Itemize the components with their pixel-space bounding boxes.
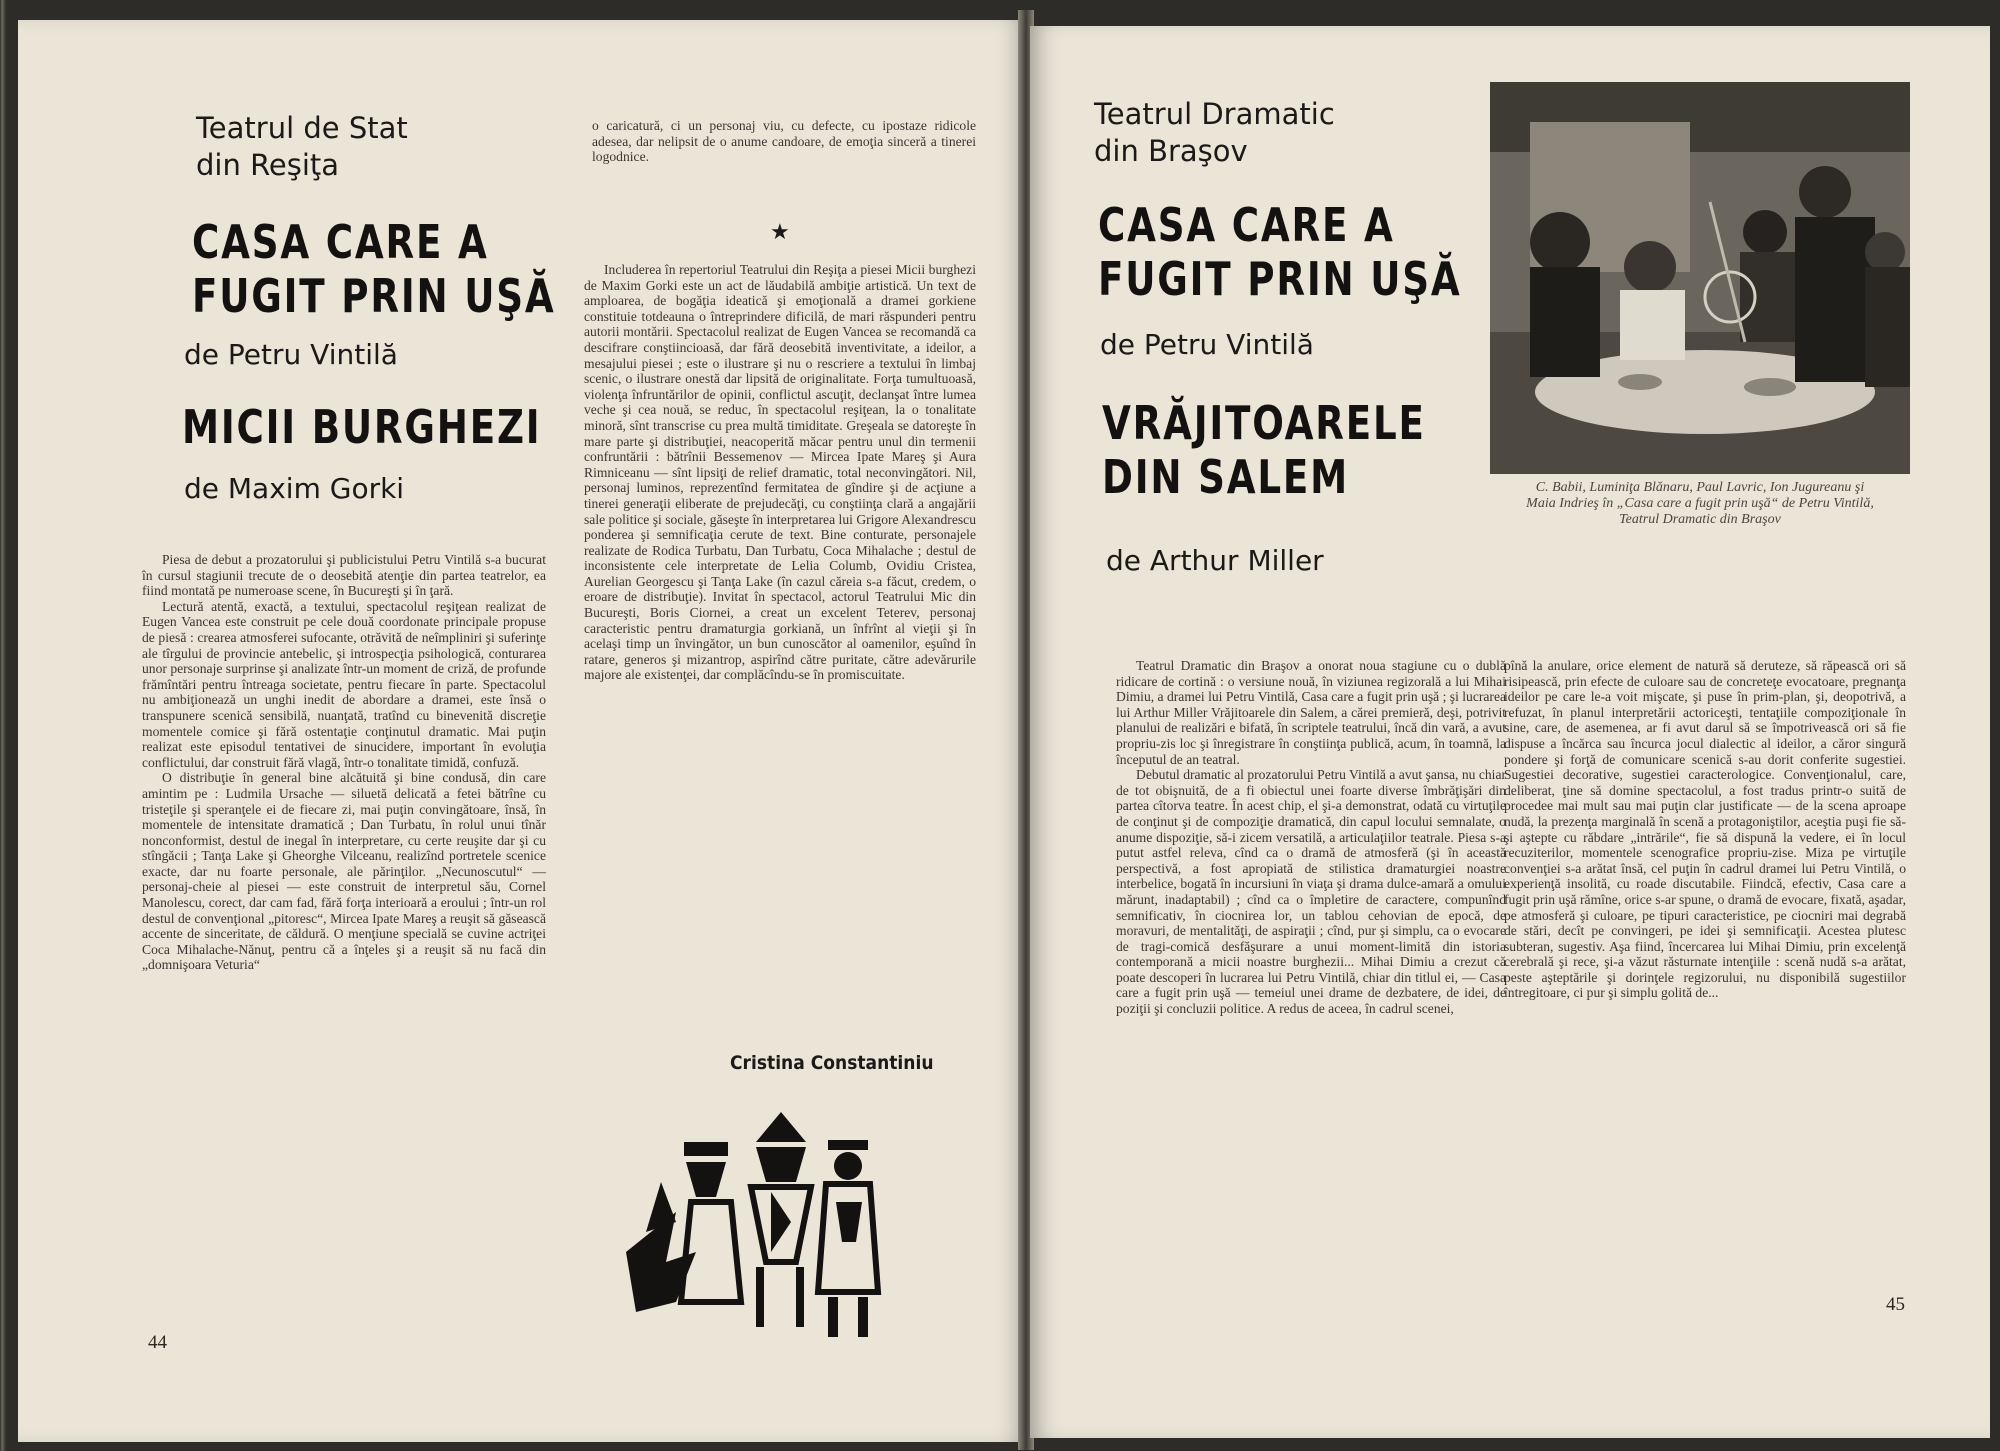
right-play1-title-line1: CASA CARE A: [1098, 198, 1395, 252]
left-play2-title: MICII BURGHEZI: [182, 400, 542, 454]
left-play1-title-line1: CASA CARE A: [192, 215, 489, 269]
illustration-figure3-leg: [858, 1297, 868, 1337]
page-number-left: 44: [148, 1332, 167, 1353]
left-theatre-line1: Teatrul de Stat: [196, 111, 408, 145]
left-col2-paragraph: Includerea în repertoriul Teatrului din Reşiţa a piesei Micii burghezi de Maxim Gorki este un act de lăudabilă ambiţie artistică. Un text de amploarea, de bogăţia ideatică şi emoţională a dramei gorkiene constituie totdeauna o întreprindere dificilă, de mari răspunderi pentru autorii montării. Spectacolul realizat de Eugen Vancea se recomandă ca descifrare conştiincioasă, dar fără deosebită inventivitate, a ideilor, a mesajului piesei ; este o ilustrare şi nu o rescriere a textului în limbaj scenic, o ilustrare onestă dar lipsită de originalitate. Forţa tumultuoasă, violenţa înfruntărilor de opinii, conflictul ascuţit, declanşat între lumea veche şi cea nouă, se reduc, în spectacolul reşiţean, la o tonalitate minoră, sînt transcrise cu prea multă timiditate. Greşeala se datoreşte în mare parte şi distribuţiei, neacoperită măcar pentru unul din termenii confruntării : bătrînii Bessemenov — Mircea Ipate Mareş şi Aura Rimniceanu — sînt lipsiţi de relief dramatic, total neconvingători. Nil, personaj luminos, reprezentînd fermitatea de gîndire şi de acţiune a tinerei generaţii eliberate de prejudecăţi, cu conştiinţa clară a angajării sale politice şi sociale, găseşte în interpretarea lui Grigore Alexandrescu ponderea şi semnificaţia cerute de text. Bine conturate, personajele realizate de Rodica Turbatu, Dan Turbatu, Coca Mihalache ; destul de inconsistente cele interpretate de Lelia Columb, Ovidiu Cristea, Aurelian Georgescu şi Tanţa Lake (în cazul căreia s-a făcut, credem, o eroare de distribuţie). Invitat în spectacol, actorul Teatrului Mic din Bucureşti, Boris Ciornei, a creat un excelent Teterev, personaj caracteristic pentru dramaturgia gorkiană, un înfrînt al vieţii şi în acelaşi timp un învingător, un bun cunoscător al oamenilor, eşuînd în ratare, generos şi mizantrop, aspirînd către puritate, către adevărurile majore ale existenţei, dar complăcîndu-se în promiscuitate.: [584, 262, 976, 683]
illustration-figure3-leg: [828, 1297, 838, 1337]
illustration-figure1-head: [686, 1162, 726, 1197]
left-col1-paragraph: O distribuţie în general bine alcătuită şi bine condusă, din care amintim pe : Ludmila Ursache — siluetă delicată a fetei bătrîne cu tristeţile şi speranţele ei de fiecare zi, mai puţin convingătoare, însă, în momentele de intensitate dramatică ; Dan Turbatu, în rolul unui tînăr nonconformist, destul de inegal în interpretare, cu certe reuşite dar şi cu stîngăcii ; Tanţa Lake şi Gheorghe Vilceanu, realizînd portretele scenice exacte, dar nu foarte personale, ale părinţilor. „Necunoscutul“ — personaj-cheie al piesei — este construit de interpretul său, Cornel Manolescu, corect, dar cam fad, fără forţa interioară a eroului ; într-un rol destul de convenţional „pitoresc“, Mircea Ipate Mareş a reuşit să găsească accente de sinceritate, de căldură. O menţiune specială se cuvine actriţei Coca Mihalache-Nănuţ, pentru că a înţeles şi a reuşit să nu facă din „domnişoara Veturia“: [142, 770, 546, 973]
illustration-figure3-head: [834, 1152, 862, 1180]
right-column-1: [1116, 658, 1506, 1017]
left-column-2-top: [592, 118, 976, 165]
illustration-figure1-hat: [684, 1142, 728, 1156]
left-play1-title: [192, 215, 556, 323]
author-signature: Cristina Constantiniu: [730, 1052, 934, 1074]
left-theatre-name: [196, 110, 408, 184]
illustration-figure2-head: [756, 1147, 806, 1182]
right-play1-title: [1098, 198, 1462, 306]
left-column-1: [142, 552, 546, 1332]
left-play1-title-line2: FUGIT PRIN UŞĂ: [192, 269, 556, 323]
right-play2-title-line1: VRĂJITOARELE: [1102, 396, 1426, 450]
right-play1-author: de Petru Vintilă: [1100, 328, 1314, 361]
left-play2-author: de Maxim Gorki: [184, 472, 405, 505]
section-star: ★: [770, 220, 790, 245]
left-theatre-line2: din Reşiţa: [196, 148, 340, 182]
right-theatre-line1: Teatrul Dramatic: [1094, 97, 1335, 131]
illustration-figure2-hat: [756, 1112, 806, 1142]
illustration-figure2-leg: [756, 1267, 764, 1327]
right-col1-paragraph: Debutul dramatic al prozatorului Petru Vintilă a avut şansa, nu chiar de tot obişnuită, de a fi obiectul unei foarte diverse îmbrăţişări din partea cîtorva teatre. În acest chip, el şi-a demonstrat, odată cu virtuţile de conţinut şi de compoziţie dramatică, din capul locului semnalate, o anume dispoziţie, să-i zicem versatilă, a articulaţiilor teatrale. Piesa s-a putut astfel releva, cînd ca o dramă de atmosferă (şi în această perspectivă, a fost apropiată de stilistica dramaturgiei noastre interbelice, bogată în incursiuni în viaţa şi drama dulce-amară a omului mărunt, inadaptabil) ; cînd ca o împletire de caractere, compunînd semnificativ, în ciocnirea lor, un tablou cehovian de epocă, de moravuri, de mentalităţi, de aspiraţii ; cînd, pur şi simplu, ca o evocare de tragi-comică desfăşurare a unui moment-limită din istoria contemporană a micii noastre burghezii... Mihai Dimiu a crezut că poate descoperi în lucrarea lui Petru Vintilă, chiar din titlul ei, — Casa care a fugit prin uşă — temeiul unei drame de dezbatere, de idei, de poziţii şi concluzii politice. A redus de aceea, în cadrul scenei,: [1116, 767, 1507, 1017]
right-play2-title-line2: DIN SALEM: [1102, 450, 1350, 504]
left-column-2: [584, 262, 976, 683]
right-col1-paragraph: Teatrul Dramatic din Braşov a onorat noua stagiune cu o dublă ridicare de cortină : o versiune nouă, în viziunea regizorală a lui Mihai Dimiu, a dramei lui Petru Vintilă, Casa care a fugit prin uşă ; şi lucrarea lui Arthur Miller Vrăjitoarele din Salem, a cărei premieră, deşi, potrivit planului de realizări e bifată, în scriptele teatrului, încă din vară, a avut propriu-zis loc şi înregistrare în conştiinţa publică, acum, în toamnă, la începutul de an teatral.: [1116, 658, 1507, 767]
page-number-right: 45: [1886, 1294, 1905, 1315]
left-play1-author: de Petru Vintilă: [184, 338, 398, 371]
left-col1-paragraph: Piesa de debut a prozatorului şi publicistului Petru Vintilă s-a bucurat în cursul stagiunii trecute de o deosebită atenţie din partea teatrelor, ea fiind montată pe numeroase scene, în Bucureşti şi în ţară.: [142, 552, 546, 599]
production-photo: [1490, 82, 1910, 474]
left-page: [18, 20, 1026, 1442]
production-photo-image: [1490, 82, 1910, 474]
illustration-figure1-body: [681, 1202, 741, 1302]
right-theatre-line2: din Braşov: [1094, 134, 1248, 168]
right-page: [1030, 26, 1990, 1438]
right-play2-author: de Arthur Miller: [1106, 544, 1324, 577]
right-play2-title: [1102, 396, 1426, 504]
illustration-figure3-hat: [828, 1140, 868, 1150]
right-column-2: [1504, 658, 1906, 1001]
illustration-figure2-leg: [796, 1267, 804, 1327]
illustration-figure2-pattern: [771, 1192, 791, 1252]
right-theatre-name: [1094, 96, 1335, 170]
left-col2-top-paragraph: o caricatură, ci un personaj viu, cu defecte, cu ipostaze ridicole adesea, dar nelipsit de o anume candoare, de emoţia sinceră a tinerei logodnice.: [592, 118, 976, 165]
decorative-figures-illustration: [606, 1102, 906, 1342]
right-play1-title-line2: FUGIT PRIN UŞĂ: [1098, 252, 1462, 306]
illustration-figure3-pattern: [836, 1202, 862, 1242]
left-col1-paragraph: Lectură atentă, exactă, a textului, spectacolul reşiţean realizat de Eugen Vancea este construit pe cele două coordonate principale propuse de piesă : crearea atmosferei sufocante, otrăvită de neîmpliniri şi suferinţe ale tîrgului de provincie antebelic, şi introspecţia psihologică, conturarea unor personaje surprinse şi analizate într-un moment de criză, de profunde frămîntări pentru întreaga societate, pentru fiecare în parte. Spectacolul nu ambiţionează un unghi inedit de abordare a dramei, este însă o transpunere scenică sensibilă, nuanţată, tratînd cu binevenită discreţie momentele comice şi fără ostentaţie conţinutul dramatic. Mai puţin realizat este episodul tentativei de sinucidere, important în evoluţia conflictului, dar construit fără vlagă, într-o tonalitate timidă, confuză.: [142, 598, 546, 770]
photo-caption: C. Babii, Luminiţa Blănaru, Paul Lavric, Ion Jugureanu şi Maia Indrieş în „Casa care a fugit prin uşă“ de Petru Vintilă, Teatrul Dramatic din Braşov: [1526, 480, 1874, 527]
right-col2-paragraph: pînă la anulare, orice element de natură să deruteze, să răpească ori să risipească, prin efecte de culoare sau de concreteţe evocatoare, pregnanţa ideilor pe care le-a voit mişcate, şi puse în prim-plan, şi, deopotrivă, a refuzat, în planul interpretării actoriceşti, tentaţiile compoziţionale în sine, care, de asemenea, ar fi avut darul să se împotrivească ori să fie dispuse a încărca sau încurca jocul dialectic al ideilor, a căror singură pondere şi forţă de comunicare scenică s-au dorit conferite sugestiei. Sugestiei decorative, sugestiei caracterologice. Convenţionalul, care, deliberat, ţine să domine spectacolul, a fost tradus printr-o suită de procedee mai mult sau mai puţin clar justificate — de la scena aproape nudă, la prezenţa marginală în scenă a protagoniştilor, aceştia puşi fie să-şi aştepte cu răbdare „intrările“, fie să dispună la vedere, ei în locul recuziterilor, momentele scenografice propriu-zise. Miza pe virtuţile convenţiei s-a arătat însă, cel puţin în cadrul dramei lui Petru Vintilă, o experienţă insolită, cu roade discutabile. Fiindcă, efectiv, Casa care a fugit prin uşă rămîne, orice s-ar spune, o dramă de evocare, fixată, aşadar, pe atmosferă şi culoare, pe tipuri caracteristice, pe ciocniri mai degrabă de stări, decît pe convingeri, pe idei şi semnificaţii. Acestea plutesc subteran, sugestiv. Aşa fiind, încercarea lui Mihai Dimiu, prin excelenţă cerebrală şi rece, şi-a văzut răsturnate intenţiile : scenă nudă s-a arătat, peste aşteptările şi dorinţele regizorului, nu disponibilă sugestiilor întregitoare, ci pur şi simplu golită de...: [1504, 658, 1906, 1001]
